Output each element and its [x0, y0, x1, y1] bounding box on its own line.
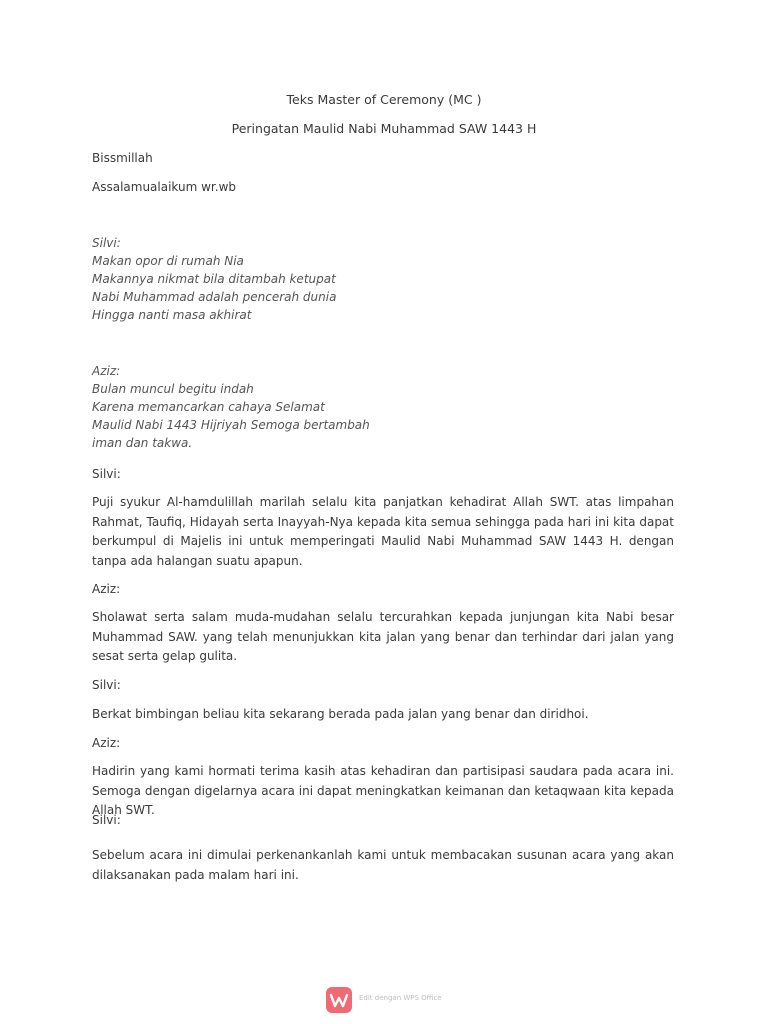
- wps-office-logo-icon: [326, 987, 352, 1013]
- pantun-2-line: Karena memancarkan cahaya Selamat: [92, 400, 325, 414]
- pantun-2-line: iman dan takwa.: [92, 436, 193, 450]
- dialogue-paragraph: Hadirin yang kami hormati terima kasih atas kehadiran dan partisipasi saudara pada acara ini. Semoga dengan digelarnya acara ini dapat meningkatkan keimanan dan ketaqwaan kita kepada Allah SWT.: [92, 764, 674, 817]
- pantun-1-line: Makan opor di rumah Nia: [92, 254, 244, 268]
- pantun-2-line: Maulid Nabi 1443 Hijriyah Semoga bertambah: [92, 418, 370, 432]
- document-subtitle: Peringatan Maulid Nabi Muhammad SAW 1443 H: [231, 121, 537, 136]
- speaker-label: Silvi:: [92, 678, 121, 692]
- dialogue-paragraph: Sebelum acara ini dimulai perkenankanlah kami untuk membacakan susunan acara yang akan dilaksanakan pada malam hari ini.: [92, 848, 674, 882]
- pantun-2-line: Bulan muncul begitu indah: [92, 382, 254, 396]
- pantun-1-line: Hingga nanti masa akhirat: [92, 308, 252, 322]
- opening-salam: Assalamualaikum wr.wb: [92, 180, 237, 194]
- dialogue-paragraph: Sholawat serta salam muda-mudahan selalu tercurahkan kepada junjungan kita Nabi besar Muhammad SAW. yang telah menunjukkan kita jalan yang benar dan terhindar dari jalan yang sesat serta gelap gulita.: [92, 610, 674, 663]
- speaker-label: Silvi:: [92, 467, 121, 481]
- dialogue-paragraph: Puji syukur Al-hamdulillah marilah selalu kita panjatkan kehadirat Allah SWT. atas limpahan Rahmat, Taufiq, Hidayah serta Inayyah-Nya kepada kita semua sehingga pada hari ini kita dapat berkumpul di Majelis ini untuk memperingati Maulid Nabi Muhammad SAW 1443 H. dengan tanpa ada halangan suatu apapun.: [92, 495, 674, 568]
- pantun-1-line: Makannya nikmat bila ditambah ketupat: [92, 272, 336, 286]
- speaker-label: Aziz:: [92, 582, 121, 596]
- dialogue-paragraph: Berkat bimbingan beliau kita sekarang berada pada jalan yang benar dan diridhoi.: [92, 707, 589, 721]
- page-footer: [0, 985, 768, 1015]
- opening-bismillah: Bissmillah: [92, 151, 153, 165]
- footer-note: Edit dengan WPS Office: [359, 994, 442, 1002]
- pantun-1-speaker: Silvi:: [92, 236, 121, 250]
- speaker-label: Silvi:: [92, 813, 121, 827]
- pantun-1-line: Nabi Muhammad adalah pencerah dunia: [92, 290, 337, 304]
- document-title: Teks Master of Ceremony (MC ): [286, 92, 482, 107]
- pantun-2-speaker: Aziz:: [92, 364, 121, 378]
- speaker-label: Aziz:: [92, 736, 121, 750]
